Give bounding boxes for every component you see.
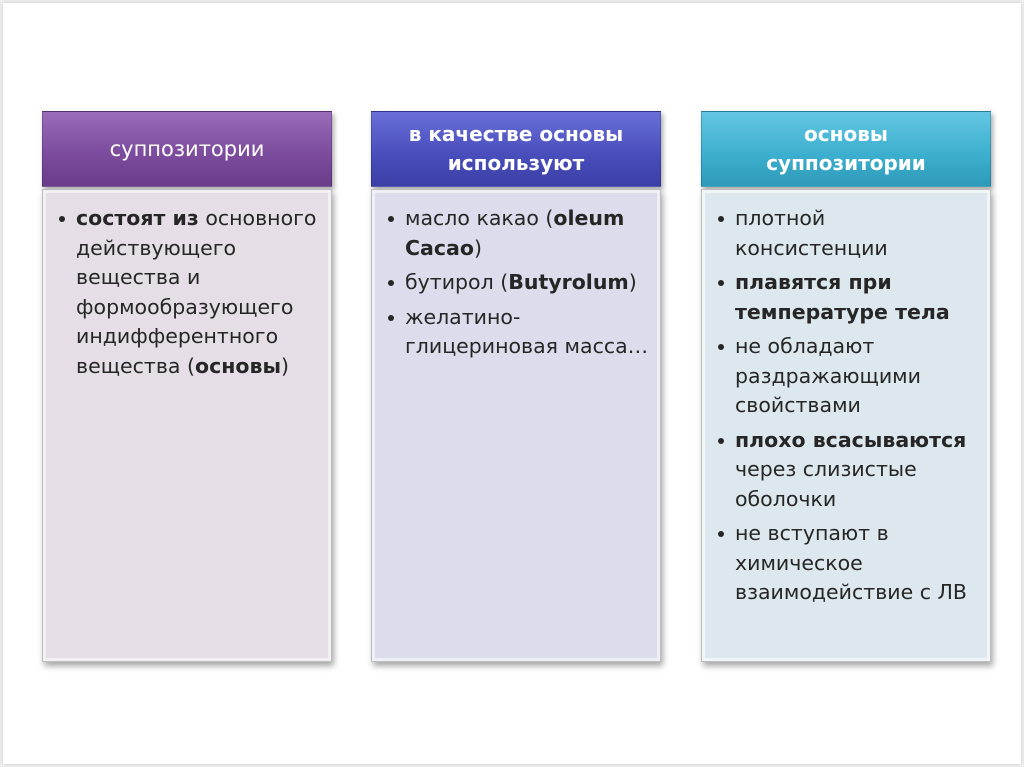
list-item [386,303,650,362]
text: желатино-глицериновая масса… [405,304,649,358]
list-item [716,426,980,515]
list-item [386,204,650,263]
bold-text: oleum Cacao [405,206,625,260]
list-item [716,268,980,327]
text: ) [628,270,637,294]
bold-text: плавятся при температуре тела [735,270,950,324]
column-body [42,189,332,662]
header-text: в качестве основы используют [408,122,624,175]
text: ) [473,235,482,260]
header-text: суппозитории [109,136,265,161]
header-text: основы суппозитории [766,122,926,175]
bullet-list [386,204,650,362]
bullet-list [57,204,321,381]
column-header [701,111,991,187]
list-item [386,268,650,298]
list-item [716,519,980,608]
bold-text: Butyrolum [508,270,629,294]
bold-text: состоят из [76,206,199,230]
column-body [701,189,991,662]
text: ) [281,353,289,378]
text: через слизистые оболочки [735,457,917,511]
slide [3,3,1021,764]
text: основного действующего вещества и формообразующего индифферентного вещества ( [76,206,317,378]
bold-text: основы [195,353,281,378]
column-body [371,189,661,662]
text: плотной консистенции [735,206,888,260]
text: не обладают раздражающими свойствами [735,334,921,417]
column-header [42,111,332,187]
bold-text: плохо всасываются [735,427,967,452]
list-item [716,332,980,421]
list-item [57,204,321,381]
bullet-list [716,204,980,608]
column-header [371,111,661,187]
list-item [716,204,980,263]
text: не вступают в химическое взаимодействие с ЛВ [735,521,967,604]
text: масло какао ( [405,206,554,230]
text: бутирол ( [405,270,509,294]
